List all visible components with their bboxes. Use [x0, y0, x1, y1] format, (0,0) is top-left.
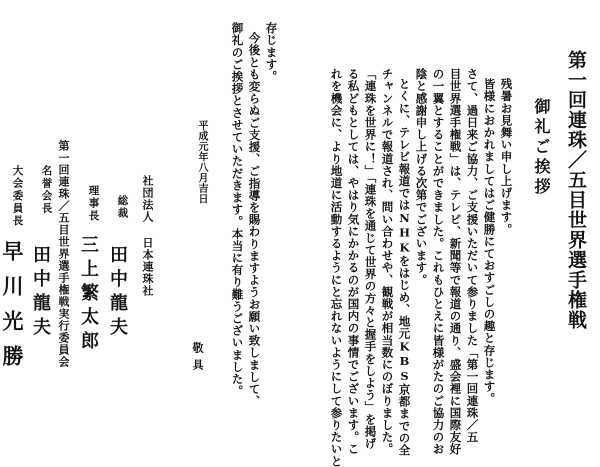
committee-name: 第一回連珠／五目世界選手権戦実行委員会 [57, 140, 70, 368]
closing-remark: 敬具 [191, 342, 204, 376]
body-line: 存じます。 [264, 22, 279, 83]
signatory-role: 大会委員長 [11, 165, 24, 228]
letter-title: 第一回連珠／五目世界選手権戦 [565, 50, 587, 330]
letter-subtitle: 御礼ご挨拶 [532, 98, 551, 198]
signatory-role: 理事長 [87, 185, 100, 223]
body-line: さて、過日来ご協力、ご支援いただいて参りました「第一回連珠／五 [465, 68, 480, 444]
signatory-name: 田中龍夫 [30, 245, 51, 341]
body-line: 皆様におかれましてはご健勝にておすごしの趣と存じます。 [482, 78, 497, 405]
body-line: 御礼のご挨拶とさせていただきます。本当に有り難うございました。 [230, 22, 245, 398]
body-line: 陰と感謝申し上げる次第でございます。 [414, 68, 429, 286]
signatory-role: 名誉会長 [40, 165, 53, 215]
body-line: 今後とも変らぬご支援、ご指導を賜わりますようお願い致しまして、 [247, 32, 262, 408]
body-line: る私どもとしては、やはり気にかかるのが国内の事情でございます。こ [346, 68, 361, 456]
signatory-role: 総裁 [116, 195, 129, 220]
body-line: とくに、テレビ報道ではNHKをはじめ、地元KBS京都までの全 [397, 78, 412, 456]
body-line: れを機会に、より地道に活動するようにと忘れないようにして参りたいと [329, 68, 344, 467]
signatory-name: 早川光勝 [0, 240, 25, 380]
body-line: 「連珠を世界に！」「連珠を通じて世界の方々と握手をしよう」を掲げ [363, 68, 378, 450]
signatory-name: 田中龍夫 [107, 245, 128, 341]
signatory-name: 三上繁太郎 [78, 235, 99, 355]
body-line: チャンネルで報道され、問い合わせや、観戦が相当数にのぼりました。 [380, 68, 395, 456]
body-line: 残暑お見舞い申し上げます。 [499, 78, 514, 236]
body-line: の一翼とすることができました。これもひとえに皆様がたのご協力のお [431, 68, 446, 456]
body-line: 目世界選手権戦」は、テレビ、新聞等で報道の通り、盛会裡に国際友好 [448, 68, 463, 456]
organization-name: 社団法人 日本連珠社 [141, 175, 154, 297]
letter-date: 平成元年八月吉日 [196, 120, 207, 204]
